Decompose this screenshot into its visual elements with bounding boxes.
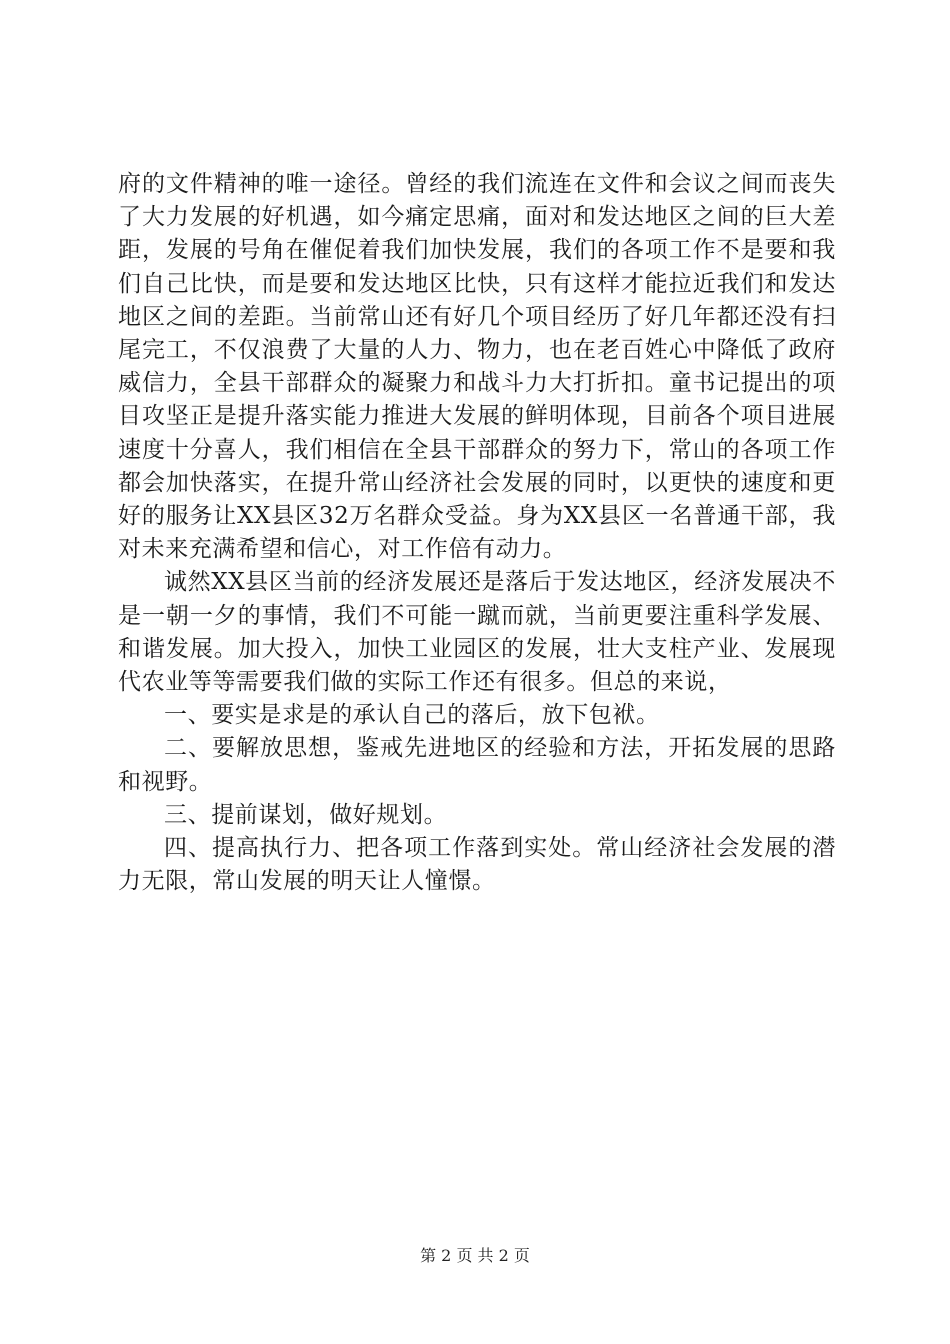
document-body [118, 168, 836, 898]
list-item-three: 三、提前谋划，做好规划。 [164, 801, 448, 828]
paragraph-continuation: 府的文件精神的唯一途径。曾经的我们流连在文件和会议之间而丧失了大力发展的好机遇，如今痛定思痛，面对和发达地区之间的巨大差距，发展的号角在催促着我们加快发展，我们的各项工作不是要和我们自己比快，而是要和发达地区比快，只有这样才能拉近我们和发达地区之间的差距。当前常山还有好几个项目经历了好几年都还没有扫尾完工，不仅浪费了大量的人力、物力，也在老百姓心中降低了政府威信力，全县干部群众的凝聚力和战斗力大打折扣。童书记提出的项目攻坚正是提升落实能力推进大发展的鲜明体现，目前各个项目进展速度十分喜人，我们相信在全县干部群众的努力下，常山的各项工作都会加快落实，在提升常山经济社会发展的同时，以更快的速度和更好的服务让XX县区32万名群众受益。身为XX县区一名普通干部，我对未来充满希望和信心，对工作倍有动力。 [118, 171, 836, 563]
list-item-four: 四、提高执行力、把各项工作落到实处。常山经济社会发展的潜力无限，常山发展的明天让人憧憬。 [118, 835, 836, 895]
list-item-two: 二、要解放思想，鉴戒先进地区的经验和方法，开拓发展的思路和视野。 [118, 735, 836, 795]
page-footer: 第 2 页 共 2 页 [420, 1246, 530, 1265]
paragraph-economic-development: 诚然XX县区当前的经济发展还是落后于发达地区，经济发展决不是一朝一夕的事情，我们不可能一蹴而就，当前更要注重科学发展、和谐发展。加大投入，加快工业园区的发展，壮大支柱产业、发展现代农业等等需要我们做的实际工作还有很多。但总的来说， [118, 569, 836, 696]
list-item-one: 一、要实是求是的承认自己的落后，放下包袱。 [164, 702, 660, 729]
